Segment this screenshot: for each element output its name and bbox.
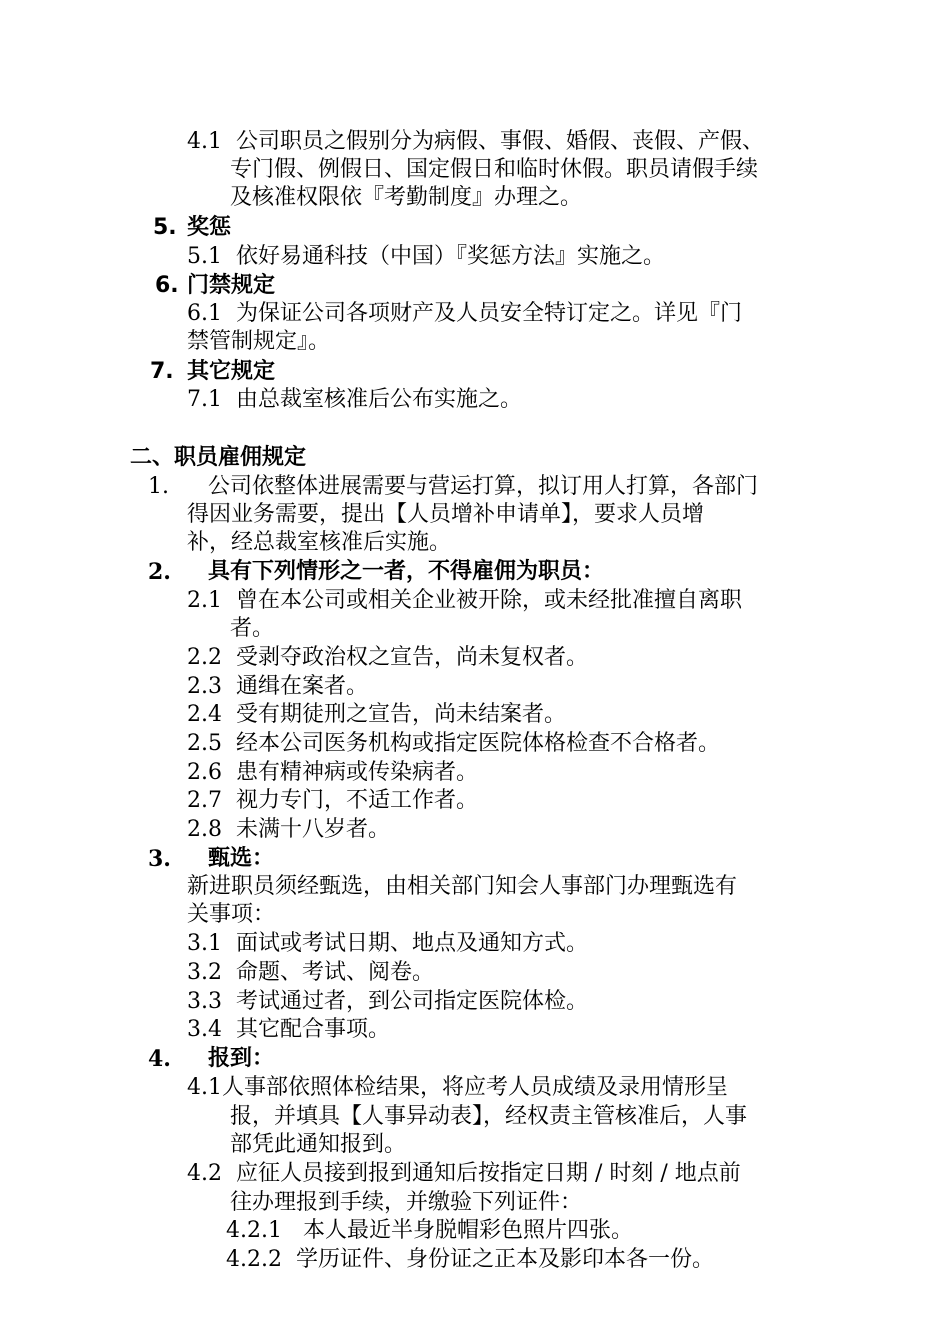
clause-2-6: 2.6 患有精神病或传染病者。 — [187, 760, 478, 785]
item-2-title: 具有下列情形之一者，不得雇佣为职员： — [208, 559, 605, 584]
clause-6-1-line-1: 6.1 为保证公司各项财产及人员安全特订定之。详见『门 — [187, 301, 742, 326]
item-3-intro-line-2: 关事项： — [187, 902, 276, 927]
section-7-number: 7. — [150, 359, 174, 384]
clause-2-1-line-1: 2.1 曾在本公司或相关企业被开除，或未经批准擅自离职 — [187, 588, 742, 613]
item-1-line-2: 得因业务需要，提出【人员增补申请单】，要求人员增 — [187, 502, 705, 527]
clause-4-1-line-3: 及核准权限依『考勤制度』办理之。 — [230, 185, 583, 210]
clause-4-2-2: 4.2.2 学历证件、身份证之正本及影印本各一份。 — [226, 1247, 714, 1272]
item-2-number: 2. — [148, 559, 171, 585]
item-1-line-1: 公司依整体进展需要与营运打算，拟订用人打算，各部门 — [208, 474, 759, 499]
clause-3-3: 3.3 考试通过者，到公司指定医院体检。 — [187, 989, 588, 1014]
item-3-intro-line-1: 新进职员须经甄选，由相关部门知会人事部门办理甄选有 — [187, 874, 738, 899]
clause-2-3: 2.3 通缉在案者。 — [187, 674, 368, 699]
item-3-number: 3. — [148, 846, 171, 872]
clause-2-5: 2.5 经本公司医务机构或指定医院体格检查不合格者。 — [187, 731, 720, 756]
item-1-number: 1. — [148, 474, 169, 499]
section-6-number: 6. — [155, 273, 179, 298]
clause-4-1-line-1: 4.1 公司职员之假别分为病假、事假、婚假、丧假、产假、 — [187, 129, 764, 154]
clause-6-1-line-2: 禁管制规定』。 — [187, 329, 331, 354]
section-7-title: 其它规定 — [187, 359, 276, 384]
section-5-number: 5. — [153, 215, 177, 240]
clause-2-8: 2.8 未满十八岁者。 — [187, 817, 390, 842]
clause-4-1b-line-3: 部凭此通知报到。 — [230, 1132, 407, 1157]
clause-4-2-1: 4.2.1 本人最近半身脱帽彩色照片四张。 — [226, 1218, 633, 1243]
item-4-title: 报到： — [208, 1046, 275, 1071]
section-6-title: 门禁规定 — [187, 273, 276, 298]
clause-2-2: 2.2 受剥夺政治权之宣告，尚未复权者。 — [187, 645, 588, 670]
item-4-number: 4. — [148, 1046, 171, 1072]
clause-3-2: 3.2 命题、考试、阅卷。 — [187, 960, 434, 985]
clause-3-1: 3.1 面试或考试日期、地点及通知方式。 — [187, 931, 588, 956]
clause-4-1-line-2: 专门假、例假日、国定假日和临时休假。职员请假手续 — [230, 157, 759, 182]
item-3-title: 甄选： — [208, 846, 275, 871]
clause-7-1: 7.1 由总裁室核准后公布实施之。 — [187, 387, 522, 412]
part-2-heading: 二、职员雇佣规定 — [130, 445, 307, 470]
section-5-title: 奖惩 — [187, 215, 232, 240]
item-1-line-3: 补，经总裁室核准后实施。 — [187, 530, 452, 555]
clause-5-1: 5.1 依好易通科技（中国）『奖惩方法』实施之。 — [187, 244, 665, 269]
clause-2-7: 2.7 视力专门，不适工作者。 — [187, 788, 478, 813]
clause-4-1b-line-2: 报，并填具【人事异动表】，经权责主管核准后，人事 — [230, 1104, 748, 1129]
clause-4-1b-line-1: 4.1人事部依照体检结果，将应考人员成绩及录用情形呈 — [187, 1075, 728, 1100]
clause-2-1-line-2: 者。 — [230, 616, 275, 641]
clause-4-2-line-1: 4.2 应征人员接到报到通知后按指定日期 / 时刻 / 地点前 — [187, 1161, 741, 1186]
clause-4-2-line-2: 往办理报到手续，并缴验下列证件： — [230, 1190, 583, 1215]
clause-2-4: 2.4 受有期徒刑之宣告，尚未结案者。 — [187, 702, 566, 727]
clause-3-4: 3.4 其它配合事项。 — [187, 1017, 390, 1042]
